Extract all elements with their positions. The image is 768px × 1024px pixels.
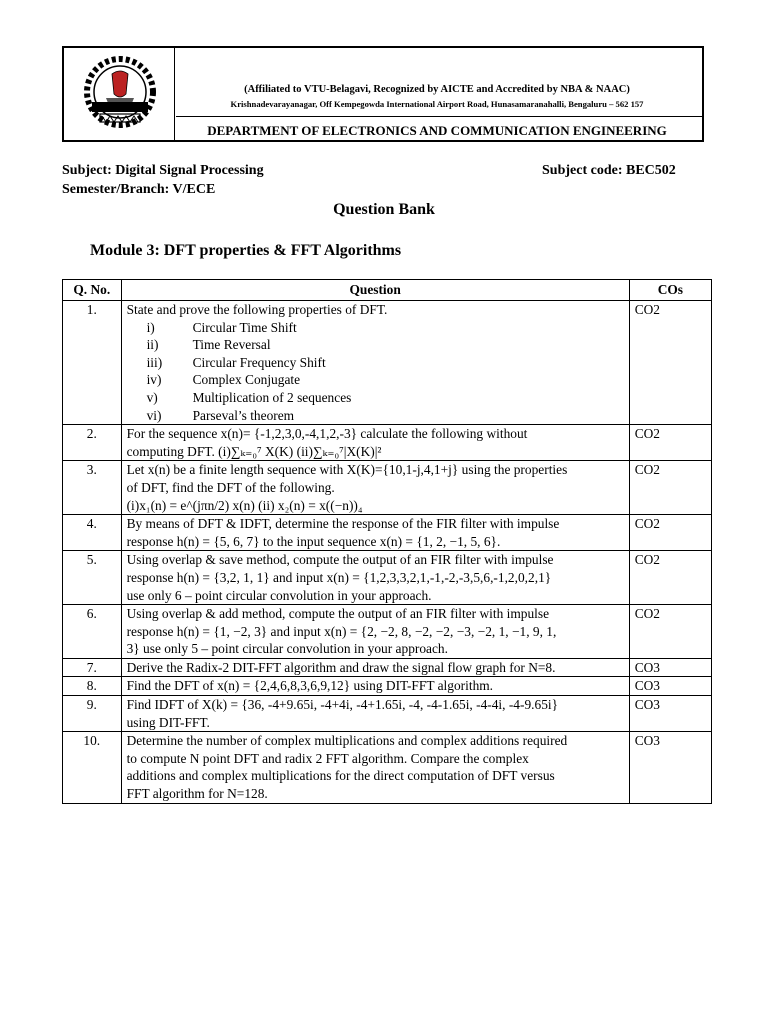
question-line: Find the DFT of x(n) = {2,4,6,8,3,6,9,12} using DIT-FFT algorithm. [126, 678, 494, 694]
question-text [121, 732, 629, 803]
course-outcome: CO2 [629, 425, 711, 461]
subject-label: Subject: Digital Signal Processing [62, 163, 264, 178]
question-text [121, 605, 629, 659]
question-line: response h(n) = {5, 6, 7} to the input sequence x(n) = {1, 2, −1, 5, 6}. [126, 533, 501, 549]
table-row [63, 677, 712, 696]
question-line: FFT algorithm for N=128. [126, 786, 268, 802]
sub-item [127, 354, 624, 372]
department-rule [176, 116, 702, 117]
table-row [63, 696, 712, 732]
question-text [121, 515, 629, 551]
question-number: 5. [63, 551, 122, 605]
affiliation-text: (Affiliated to VTU-Belagavi, Recognized by AICTE and Accredited by NBA & NAAC) [244, 84, 630, 95]
question-number: 10. [63, 732, 122, 803]
sub-item-text: Complex Conjugate [192, 372, 301, 388]
header-qno: Q. No. [63, 280, 122, 301]
course-outcome: CO3 [629, 677, 711, 696]
question-number: 4. [63, 515, 122, 551]
sub-item [127, 319, 624, 337]
address-text: Krishnadevarayanagar, Off Kempegowda International Airport Road, Hunasamaranahalli, Bengaluru – 562 157 [230, 99, 644, 109]
course-outcome: CO2 [629, 301, 711, 425]
question-number: 3. [63, 461, 122, 515]
question-text [121, 301, 629, 425]
course-outcome: CO3 [629, 696, 711, 732]
sub-item-number: vi) [146, 407, 162, 423]
table-row [63, 605, 712, 659]
table-row [63, 658, 712, 677]
question-number: 6. [63, 605, 122, 659]
question-line: Using overlap & add method, compute the output of an FIR filter with impulse [126, 606, 550, 622]
course-outcome: CO2 [629, 461, 711, 515]
question-text [121, 696, 629, 732]
question-line: Using overlap & save method, compute the output of an FIR filter with impulse [126, 552, 554, 568]
question-line: Let x(n) be a finite length sequence with X(K)={10,1-j,4,1+j} using the properties [126, 462, 568, 478]
course-outcome: CO2 [629, 551, 711, 605]
course-outcome: CO3 [629, 658, 711, 677]
question-text [121, 658, 629, 677]
sub-item-number: iii) [146, 354, 163, 370]
table-row [63, 425, 712, 461]
module-title: Module 3: DFT properties & FFT Algorithms [90, 242, 402, 259]
table-row [63, 515, 712, 551]
question-text [121, 551, 629, 605]
question-line: 3} use only 5 – point circular convolution in your approach. [126, 641, 448, 657]
question-line: Find IDFT of X(k) = {36, -4+9.65i, -4+4i, -4+1.65i, -4, -4-1.65i, -4-4i, -4-9.65i} [126, 697, 559, 713]
sub-item-number: v) [146, 389, 158, 405]
department-title: DEPARTMENT OF ELECTRONICS AND COMMUNICATION ENGINEERING [207, 123, 667, 138]
sub-item-number: ii) [146, 337, 159, 353]
header-question: Question [121, 280, 629, 301]
question-line: response h(n) = {1, −2, 3} and input x(n) = {2, −2, 8, −2, −2, −3, −2, 1, −1, 9, 1, [126, 623, 557, 639]
sub-item [127, 389, 624, 407]
question-text [121, 461, 629, 515]
question-text [121, 677, 629, 696]
question-line: response h(n) = {3,2, 1, 1} and input x(n) = {1,2,3,3,2,1,-1,-2,-3,5,6,-1,2,0,2,1} [126, 569, 552, 585]
sub-item-number: iv) [146, 372, 162, 388]
institute-logo [70, 54, 170, 134]
question-table [62, 279, 712, 804]
table-row [63, 551, 712, 605]
subject-code: Subject code: BEC502 [542, 163, 676, 178]
question-number: 7. [63, 658, 122, 677]
sub-item-text: Time Reversal [192, 337, 271, 353]
sub-item [127, 371, 624, 389]
table-row [63, 301, 712, 425]
table-row [63, 461, 712, 515]
question-line: computing DFT. (i)∑ₖ₌₀⁷ X(K) (ii)∑ₖ₌₀⁷|X(K)|² [126, 443, 382, 459]
table-header-row [63, 280, 712, 301]
course-outcome: CO3 [629, 732, 711, 803]
question-line: using DIT-FFT. [126, 714, 210, 730]
question-line: additions and complex multiplications for the direct computation of DFT versus [126, 768, 555, 784]
question-line: State and prove the following properties of DFT. [126, 302, 388, 317]
question-number: 2. [63, 425, 122, 461]
institution-header [62, 46, 704, 142]
header-divider [174, 48, 175, 140]
semester-branch: Semester/Branch: V/ECE [62, 182, 216, 197]
question-line: Derive the Radix-2 DIT-FFT algorithm and draw the signal flow graph for N=8. [126, 659, 556, 675]
question-line: of DFT, find the DFT of the following. [126, 479, 335, 495]
course-outcome: CO2 [629, 605, 711, 659]
question-number: 9. [63, 696, 122, 732]
question-table-body [63, 301, 712, 804]
course-outcome: CO2 [629, 515, 711, 551]
question-line: use only 6 – point circular convolution in your approach. [126, 587, 432, 603]
table-row [63, 732, 712, 803]
question-line: By means of DFT & IDFT, determine the response of the FIR filter with impulse [126, 516, 560, 532]
page-title: Question Bank [333, 201, 435, 218]
sub-item-text: Parseval’s theorem [192, 407, 295, 423]
header-cos: COs [629, 280, 711, 301]
sub-item-text: Circular Frequency Shift [192, 354, 326, 370]
sub-item-text: Circular Time Shift [192, 319, 297, 335]
sub-item [127, 407, 624, 425]
question-line: (i)x₁(n) = e^(jπn/2) x(n) (ii) x₂(n) = x((−n))₄ [126, 497, 363, 513]
sub-item [127, 336, 624, 354]
question-text [121, 425, 629, 461]
question-line: For the sequence x(n)= {-1,2,3,0,-4,1,2,-3} calculate the following without [126, 426, 528, 442]
sub-item-number: i) [146, 319, 155, 335]
sub-item-text: Multiplication of 2 sequences [192, 389, 352, 405]
question-line: Determine the number of complex multiplications and complex additions required [126, 733, 568, 749]
question-number: 8. [63, 677, 122, 696]
question-line: to compute N point DFT and radix 2 FFT algorithm. Compare the complex [126, 750, 529, 766]
question-number: 1. [63, 301, 122, 425]
